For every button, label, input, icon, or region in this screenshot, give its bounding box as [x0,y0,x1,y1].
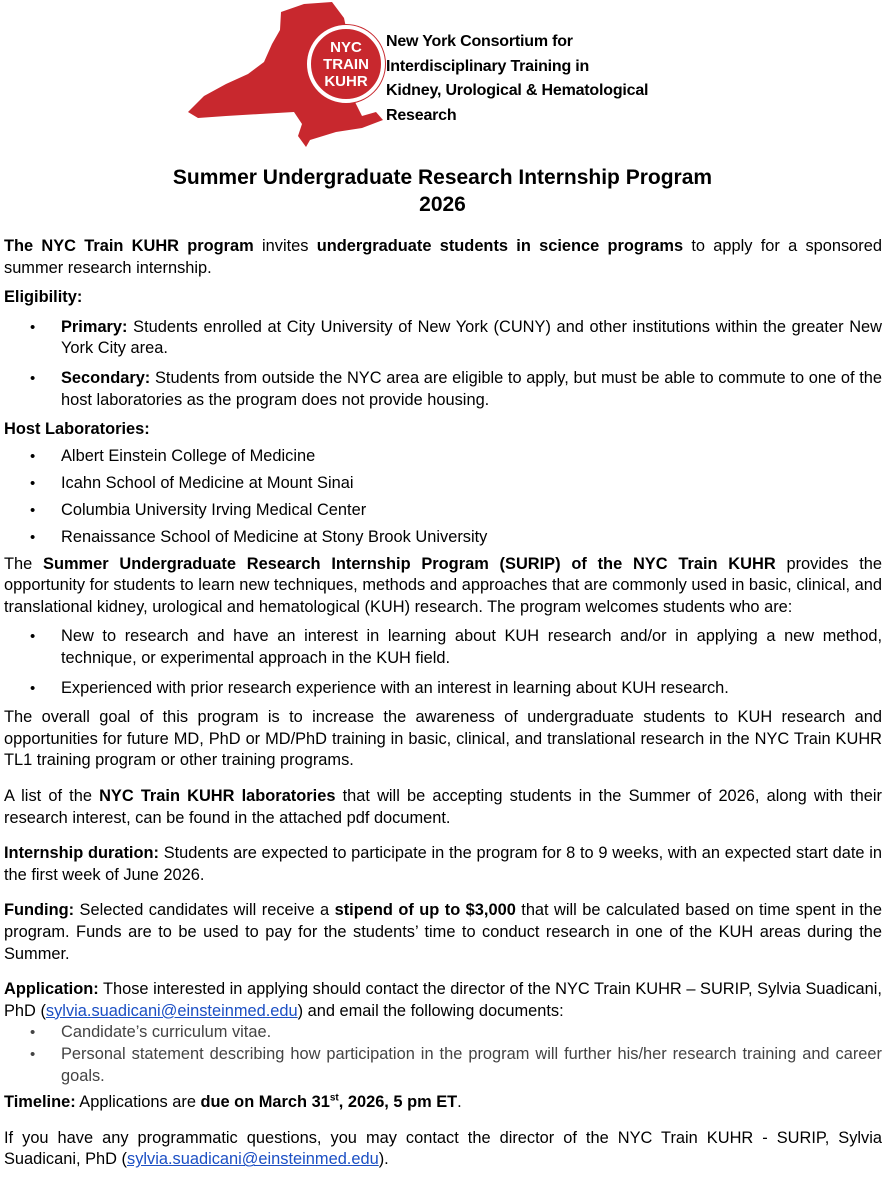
section-label: Application: [4,980,99,999]
application-paragraph [4,979,882,1022]
nyc-train-kuhr-badge [307,25,385,103]
text-run: ). [378,1150,389,1169]
consortium-line: Kidney, Urological & Hematological [386,82,649,99]
intro-paragraph [4,236,882,279]
text-run: . [457,1093,462,1112]
text-run: that will be calculated based on time spent in the program. Funds are to be used to pay for the students’ time to conduct research in one of the KUH areas during the Summer. [4,901,882,963]
hosts-heading [4,419,882,441]
item-label: Secondary: [61,368,151,387]
text-run: that will be accepting students in the Summer of 2026, along with their research interest, can be found in the attached pdf document. [4,786,883,827]
host-list [4,446,882,549]
header-logo [186,0,686,150]
text-run: A list of the [4,786,100,805]
list-item [4,368,882,411]
section-label: Funding: [4,901,75,920]
logo-line-1: NYC [330,38,362,56]
consortium-line: New York Consortium for [386,33,573,50]
text-run: The [4,554,44,573]
list-item: • Columbia University Irving Medical Center [4,500,882,522]
item-text: Students enrolled at City University of New York (CUNY) and other institutions within the greater New York City area. [61,317,882,358]
documents-list [4,1022,882,1087]
contact-paragraph [4,1128,882,1171]
item-text: Students from outside the NYC area are eligible to apply, but must be able to commute to one of the host laboratories as the program does not provide housing. [61,368,882,409]
section-label: Timeline: [4,1093,76,1112]
heading-text: Host Laboratories: [4,420,150,439]
labs-paragraph [4,786,882,829]
deadline-date: due on March 31 [200,1093,330,1112]
list-item: • New to research and have an interest in learning about KUH research and/or in applying a new method, technique, or experimental approach in the KUH field. [4,626,882,669]
section-label: Internship duration: [4,844,159,863]
list-item: • Icahn School of Medicine at Mount Sinai [4,473,882,495]
deadline-time: , 2026, 5 pm ET [338,1093,458,1112]
email-link[interactable]: sylvia.suadicani@einsteinmed.edu [45,1001,298,1020]
list-item: • Renaissance School of Medicine at Stony Brook University [4,527,882,549]
audience: undergraduate students in science programs [316,237,684,255]
list-item: • Experienced with prior research experience with an interest in learning about KUH research. [4,678,882,700]
consortium-name [386,30,686,128]
deadline [200,1093,457,1111]
duration-paragraph [4,843,882,886]
text-run: invites [253,237,317,255]
heading-text: Eligibility: [4,288,83,307]
text-run: Students are expected to participate in the program for 8 to 9 weeks, with an expected start date in the first week of June 2026. [4,844,882,884]
page-title [0,164,885,218]
eligibility-list [4,317,882,411]
stipend-amount: stipend of up to $3,000 [334,901,516,920]
program-name: Summer Undergraduate Research Internship Program (SURIP) of the NYC Train KUHR [43,554,776,573]
surip-list [4,626,882,699]
funding-paragraph [4,900,882,965]
text-run: If you have any programmatic questions, you may contact the director of the NYC Train KUHR - SURIP, Sylvia Suadicani, PhD ( [4,1128,882,1169]
eligibility-heading [4,287,882,309]
email-link[interactable]: sylvia.suadicani@einsteinmed.edu [127,1150,379,1169]
text-run: Applications are [75,1093,201,1112]
labs-name: NYC Train KUHR laboratories [99,786,336,805]
surip-paragraph [4,554,882,619]
list-item [4,317,882,360]
logo-line-2: TRAIN [323,55,369,73]
title-line-1: Summer Undergraduate Research Internship Program [172,166,713,189]
list-item: • Albert Einstein College of Medicine [4,446,882,468]
consortium-line: Interdisciplinary Training in [386,57,590,75]
logo-line-3: KUHR [324,72,368,90]
list-item: • Candidate’s curriculum vitae. [4,1022,882,1044]
text-run: provides the opportunity for students to learn new techniques, methods and approaches that are commonly used in basic, clinical, and translational kidney, urological and hematological (KUH) research. The program welcomes students who are: [4,554,882,616]
document-body [4,236,882,1171]
consortium-line: Research [386,106,457,124]
goal-paragraph: The overall goal of this program is to increase the awareness of undergraduate students to KUH research and opportunities for future MD, PhD or MD/PhD training in basic, clinical, and translational research in the NYC Train KUHR TL1 training program or other training programs. [4,708,882,770]
program-name: The NYC Train KUHR program [4,237,254,255]
text-run: ) and email the following documents: [297,1001,564,1020]
ordinal-suffix: st [329,1092,339,1104]
text-run: Those interested in applying should contact the director of the NYC Train KUHR – SURIP, Sylvia Suadicani, PhD ( [4,980,882,1020]
list-item: • Personal statement describing how participation in the program will further his/her research training and career goals. [4,1044,882,1087]
text-run: to apply for a sponsored summer research internship. [4,237,882,277]
text-run: Selected candidates will receive a [74,901,335,920]
title-line-2: 2026 [419,193,466,216]
timeline-paragraph [4,1092,882,1114]
item-label: Primary: [61,317,128,336]
